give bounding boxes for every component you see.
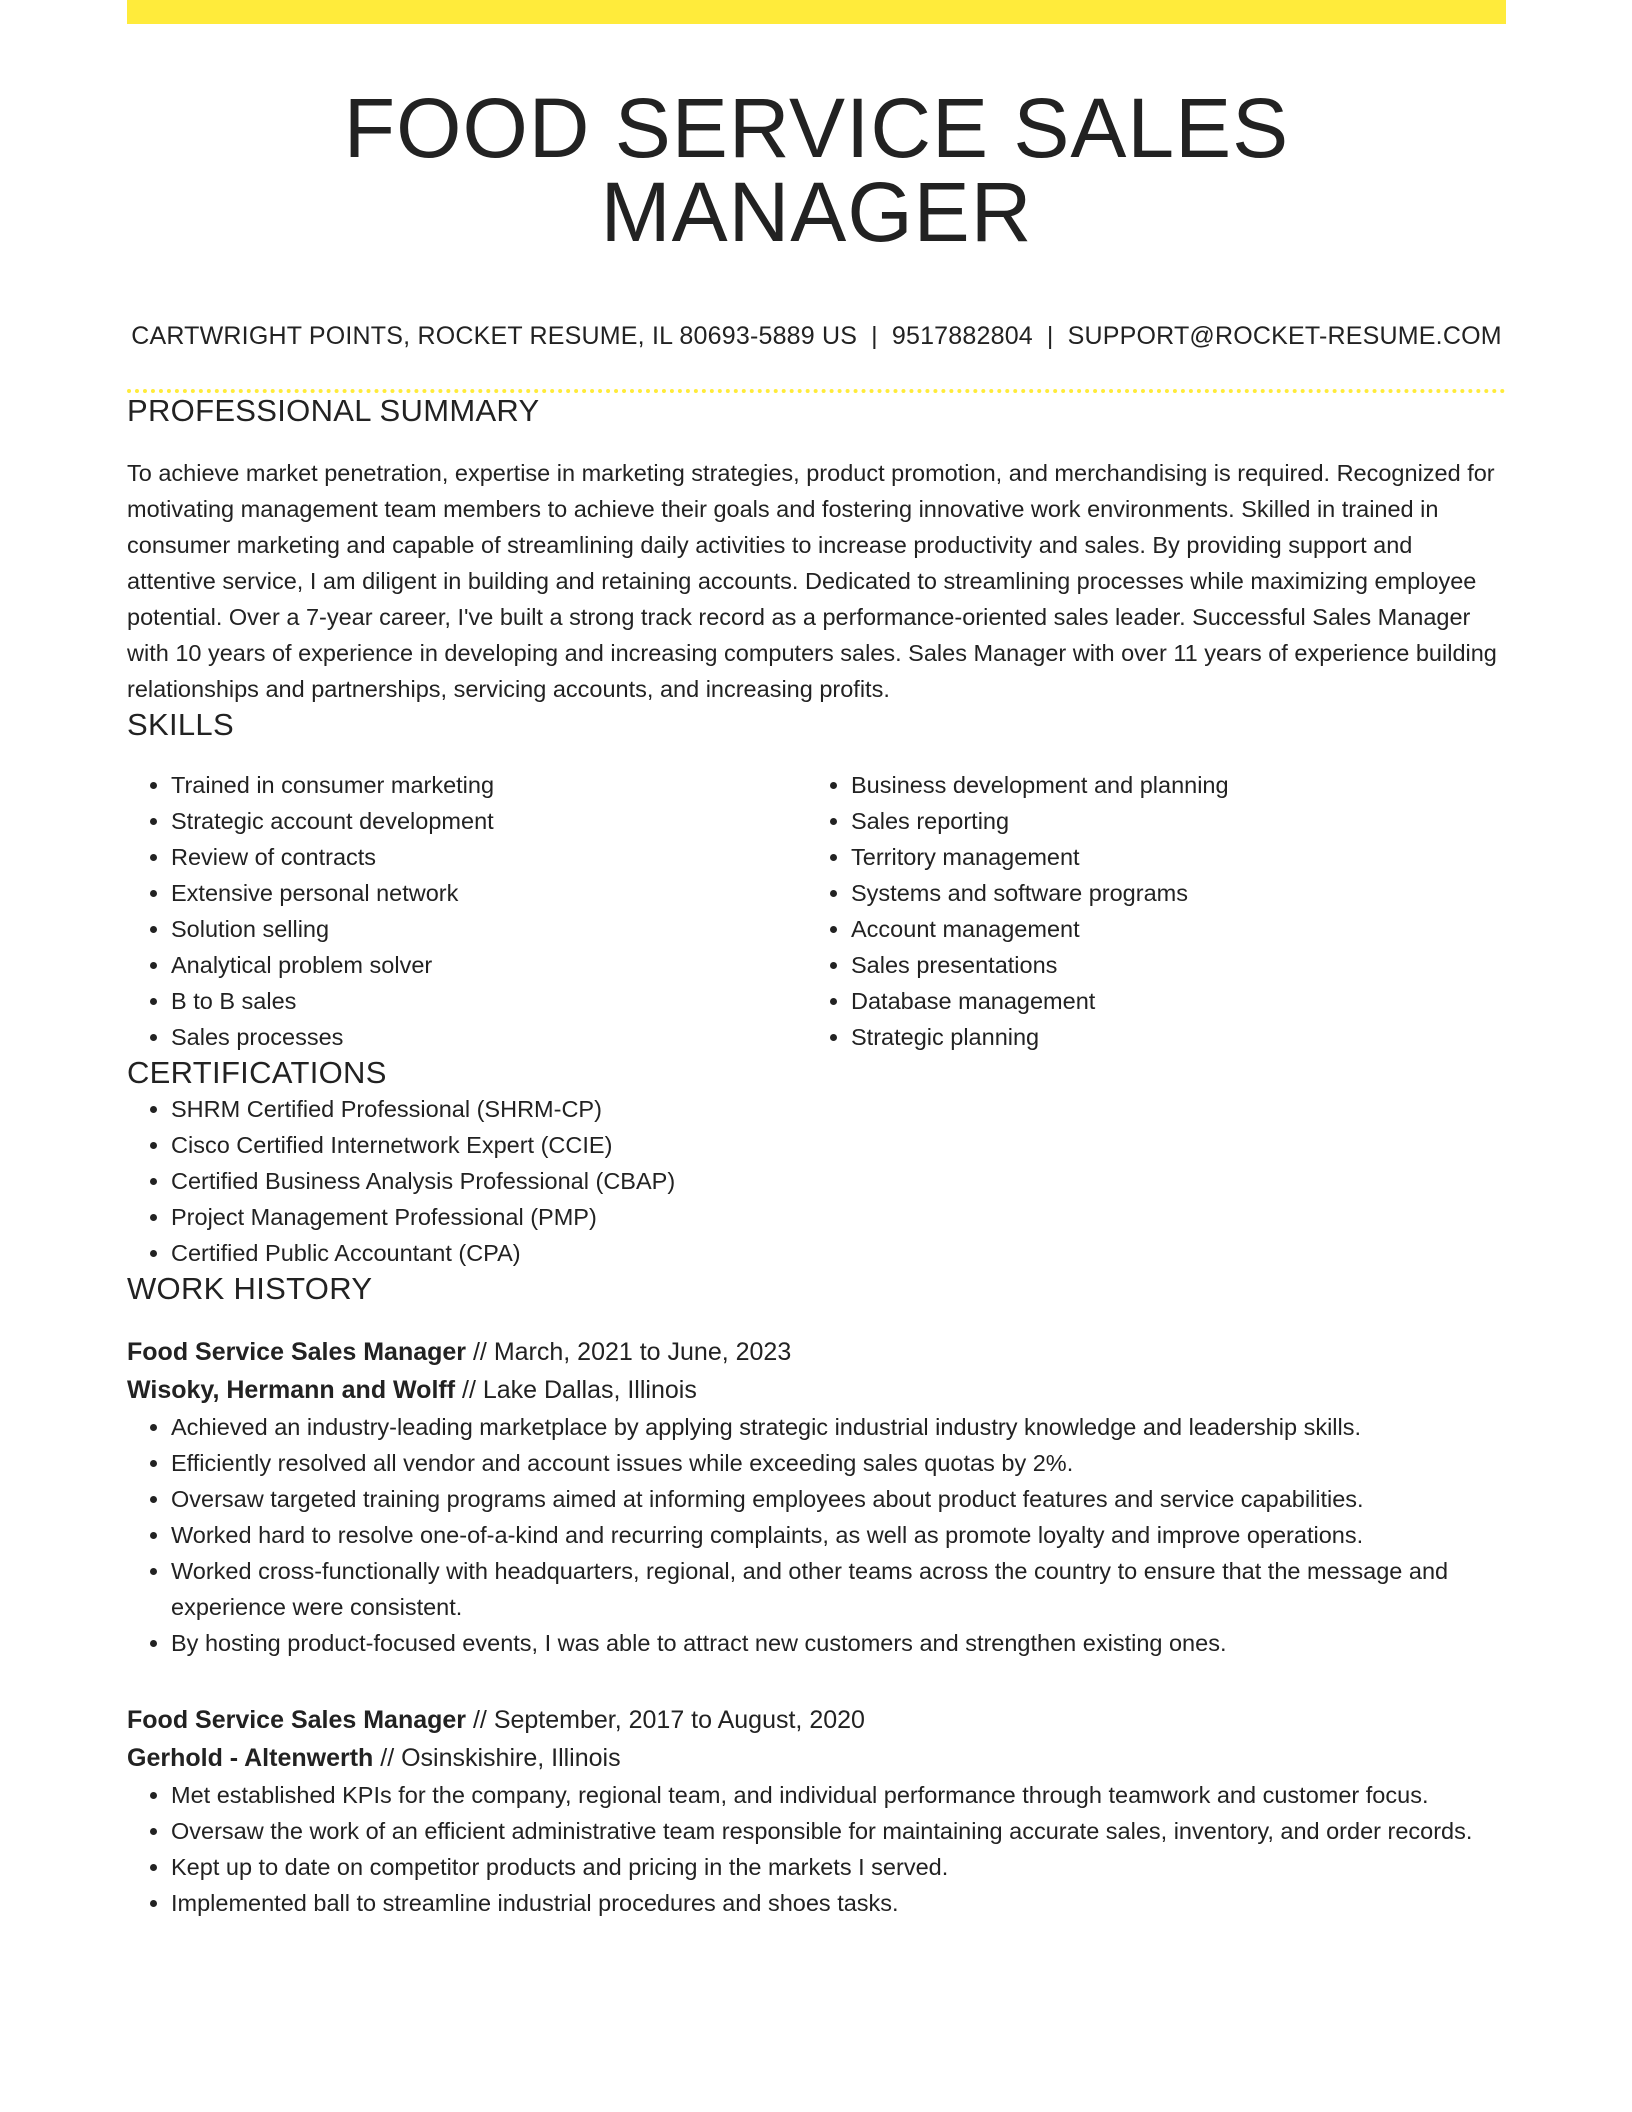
job-duty-item: • Oversaw the work of an efficient administrative team responsible for maintaining accurate sales, inventory, and order records. [171,1813,1506,1849]
skill-item: • Sales processes [171,1019,807,1055]
skill-item: • Account management [851,911,1487,947]
skill-item: • Extensive personal network [171,875,807,911]
skills-column-left [127,767,807,1055]
certification-item: • Certified Business Analysis Professional (CBAP) [171,1163,1506,1199]
job-title-line [127,1701,1506,1739]
job-dates: // September, 2017 to August, 2020 [466,1706,865,1734]
skills-column-right [807,767,1487,1055]
certification-item: • Cisco Certified Internetwork Expert (CCIE) [171,1127,1506,1163]
job-location: // Osinskishire, Illinois [373,1744,621,1772]
skills-heading: SKILLS [127,707,234,742]
skill-item: • Strategic account development [171,803,807,839]
job-duties-list [127,1777,1506,1921]
skills-list-left [127,767,807,1055]
job-duty-item: • Worked cross-functionally with headquarters, regional, and other teams across the country to ensure that the message and experience were consistent. [171,1553,1506,1625]
skill-item: • Review of contracts [171,839,807,875]
job-company: Wisoky, Hermann and Wolff [127,1376,456,1404]
contact-separator: | [1046,322,1054,350]
certification-item: • Project Management Professional (PMP) [171,1199,1506,1235]
address: CARTWRIGHT POINTS, ROCKET RESUME, IL 80693-5889 US [131,322,858,350]
job-dates: // March, 2021 to June, 2023 [466,1338,792,1366]
job-company: Gerhold - Altenwerth [127,1744,374,1772]
skill-item: • Sales reporting [851,803,1487,839]
skill-item: • Strategic planning [851,1019,1487,1055]
job-duty-item: • Efficiently resolved all vendor and account issues while exceeding sales quotas by 2%. [171,1445,1506,1481]
skills-grid [127,767,1506,1055]
contact-separator: | [871,322,878,350]
job-duties-list [127,1409,1506,1661]
summary-text: To achieve market penetration, expertise in marketing strategies, product promotion, and merchandising is required. Recognized for motivating management team members to achieve their goals and fostering innovative work environments. Skilled in trained in consumer marketing and capable of streamlining daily activities to increase productivity and sales. By providing support and attentive service, I am diligent in building and retaining accounts. Dedicated to streamlining processes while maximizing employee potential. Over a 7-year career, I've built a strong track record as a performance-oriented sales leader. Successful Sales Manager with 10 years of experience in developing and increasing computers sales. Sales Manager with over 11 years of experience building relationships and partnerships, servicing accounts, and increasing profits. [127,460,1497,702]
job-duty-item: • Worked hard to resolve one-of-a-kind and recurring complaints, as well as promote loyalty and improve operations. [171,1517,1506,1553]
resume-name: FOOD SERVICE SALES MANAGER [343,81,1290,259]
job-title-line [127,1333,1506,1371]
skills-list-right [807,767,1487,1055]
skill-item: • Systems and software programs [851,875,1487,911]
email: SUPPORT@ROCKET-RESUME.COM [1067,322,1502,350]
job-location: // Lake Dallas, Illinois [455,1376,697,1404]
skill-item: • Trained in consumer marketing [171,767,807,803]
skill-item: • Database management [851,983,1487,1019]
skill-item: • Territory management [851,839,1487,875]
phone: 9517882804 [891,322,1033,350]
job-duty-item: • By hosting product-focused events, I was able to attract new customers and strengthen existing ones. [171,1625,1506,1661]
top-accent-bar [127,0,1506,24]
resume-page [127,0,1506,1921]
skill-item: • B to B sales [171,983,807,1019]
certification-item: • SHRM Certified Professional (SHRM-CP) [171,1091,1506,1127]
job-entry [127,1333,1506,1661]
job-duty-item: • Oversaw targeted training programs aimed at informing employees about product features and service capabilities. [171,1481,1506,1517]
summary-heading: PROFESSIONAL SUMMARY [127,393,540,428]
skill-item: • Business development and planning [851,767,1487,803]
contact-line [127,322,1506,351]
skill-item: • Analytical problem solver [171,947,807,983]
job-company-line [127,1739,1506,1777]
skill-item: • Solution selling [171,911,807,947]
skill-item: • Sales presentations [851,947,1487,983]
job-entry [127,1701,1506,1921]
job-duty-item: • Implemented ball to streamline industrial procedures and shoes tasks. [171,1885,1506,1921]
job-role: Food Service Sales Manager [127,1706,467,1734]
job-duty-item: • Met established KPIs for the company, regional team, and individual performance through teamwork and customer focus. [171,1777,1506,1813]
certifications-list [127,1091,1506,1271]
job-company-line [127,1371,1506,1409]
certification-item: • Certified Public Accountant (CPA) [171,1235,1506,1271]
job-duty-item: • Achieved an industry-leading marketplace by applying strategic industrial industry knowledge and leadership skills. [171,1409,1506,1445]
work-history-heading: WORK HISTORY [127,1271,373,1306]
job-duty-item: • Kept up to date on competitor products and pricing in the markets I served. [171,1849,1506,1885]
certifications-heading: CERTIFICATIONS [127,1055,387,1090]
job-role: Food Service Sales Manager [127,1338,467,1366]
